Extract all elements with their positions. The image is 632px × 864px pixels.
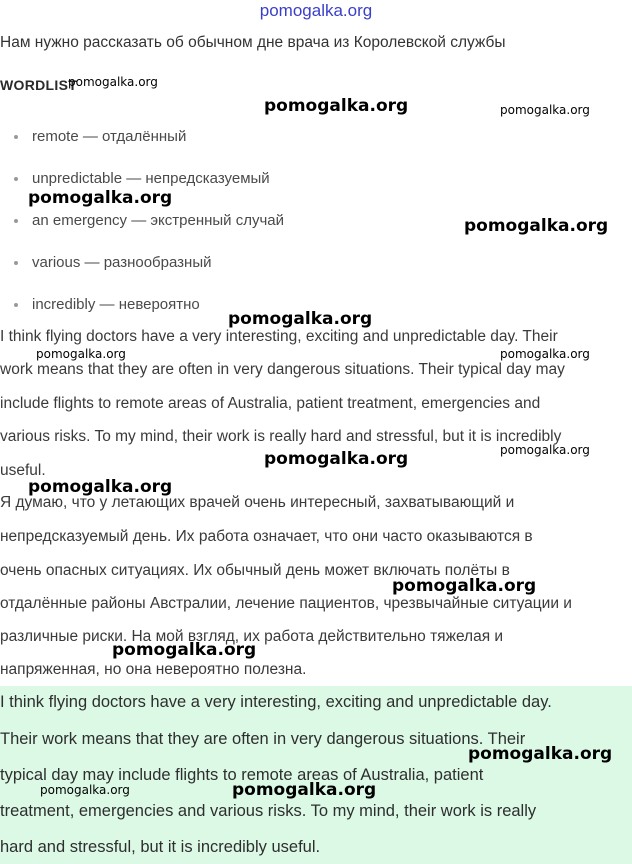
- list-item: [14, 212, 284, 229]
- site-title: pomogalka.org: [259, 1, 373, 20]
- watermark: pomogalka.org: [28, 477, 173, 497]
- watermark: pomogalka.org: [392, 576, 537, 596]
- text-line: Я думаю, что у летающих врачей очень интересный, захватывающий и: [0, 494, 515, 511]
- watermark: pomogalka.org: [232, 780, 377, 800]
- wordlist-entry: unpredictable — непредсказуемый: [32, 170, 270, 187]
- text-line: непредсказуемый день. Их работа означает, что они часто оказываются в: [0, 528, 533, 545]
- bullet-icon: [14, 219, 18, 223]
- wordlist-entry: incredibly — невероятно: [32, 296, 200, 313]
- watermark: pomogalka.org: [68, 75, 158, 89]
- text-line: useful.: [0, 462, 46, 479]
- text-line: I think flying doctors have a very interesting, exciting and unpredictable day. Their: [0, 328, 558, 345]
- watermark: pomogalka.org: [228, 309, 373, 329]
- bullet-icon: [14, 261, 18, 265]
- bullet-icon: [14, 303, 18, 307]
- text-line: отдалённые районы Австралии, лечение пациентов, чрезвычайные ситуации и: [0, 595, 572, 612]
- text-line: various risks. To my mind, their work is really hard and stressful, but it is incredibly: [0, 428, 562, 445]
- text-line: typical day may include flights to remote areas of Australia, patient: [0, 766, 484, 784]
- watermark: pomogalka.org: [464, 216, 609, 236]
- wordlist-entry: remote — отдалённый: [32, 128, 187, 145]
- text-line: I think flying doctors have a very interesting, exciting and unpredictable day.: [0, 693, 552, 711]
- watermark: pomogalka.org: [500, 347, 590, 361]
- watermark: pomogalka.org: [112, 640, 257, 660]
- text-line: Their work means that they are often in very dangerous situations. Their: [0, 730, 526, 748]
- watermark: pomogalka.org: [28, 188, 173, 208]
- text-line: различные риски. На мой взгляд, их работа действительно тяжелая и: [0, 628, 504, 645]
- watermark: pomogalka.org: [40, 783, 130, 797]
- watermark: pomogalka.org: [500, 103, 590, 117]
- watermark: pomogalka.org: [36, 347, 126, 361]
- watermark: pomogalka.org: [500, 443, 590, 457]
- text-line: hard and stressful, but it is incredibly useful.: [0, 838, 321, 856]
- task-prompt: Нам нужно рассказать об обычном дне врача из Королевской службы: [0, 34, 506, 51]
- text-line: treatment, emergencies and various risks. To my mind, their work is really: [0, 802, 537, 820]
- text-line: include flights to remote areas of Australia, patient treatment, emergencies and: [0, 395, 541, 412]
- text-line: напряженная, но она невероятно полезна.: [0, 661, 307, 678]
- wordlist-entry: an emergency — экстренный случай: [32, 212, 285, 229]
- watermark: pomogalka.org: [264, 449, 409, 469]
- wordlist-title: WORDLIST: [0, 77, 78, 93]
- list-item: [14, 128, 186, 145]
- list-item: [14, 254, 211, 271]
- list-item: [14, 170, 270, 187]
- watermark: pomogalka.org: [264, 96, 409, 116]
- watermark: pomogalka.org: [468, 744, 613, 764]
- text-line: work means that they are often in very dangerous situations. Their typical day may: [0, 361, 565, 378]
- bullet-icon: [14, 135, 18, 139]
- text-line: очень опасных ситуациях. Их обычный день может включать полёты в: [0, 562, 510, 579]
- bullet-icon: [14, 177, 18, 181]
- list-item: [14, 296, 200, 313]
- wordlist-entry: various — разнообразный: [32, 254, 212, 271]
